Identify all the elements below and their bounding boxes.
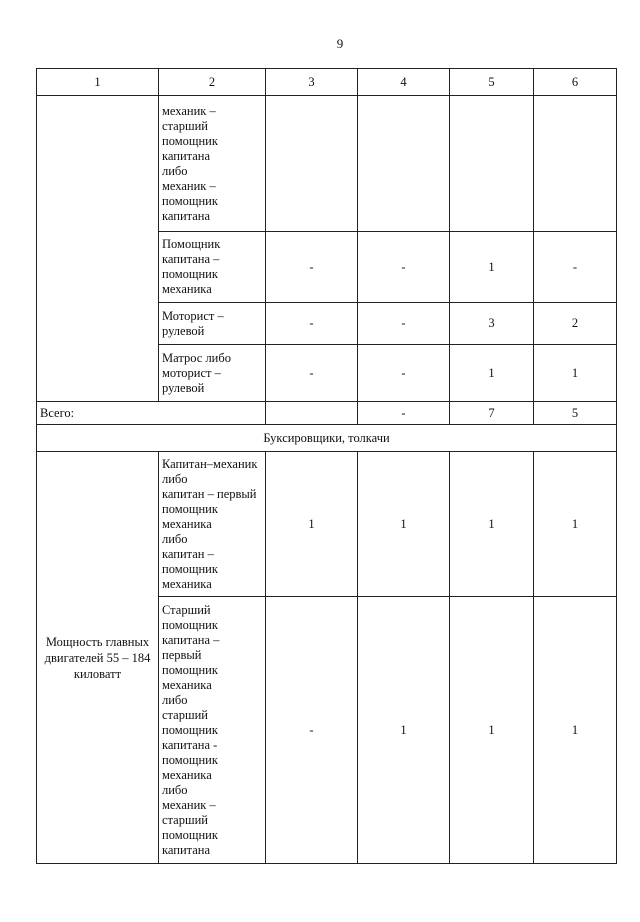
- page-number: 9: [336, 36, 344, 51]
- value-cell-col6: 1: [534, 452, 617, 597]
- section-header-row: [37, 425, 617, 452]
- value-cell-col4: [358, 96, 450, 232]
- total-label: Всего:: [37, 402, 266, 425]
- column-header-row: [37, 69, 617, 96]
- column-header-3: 3: [266, 69, 358, 96]
- total-col4: -: [358, 402, 450, 425]
- position-cell: Старший помощник капитана – первый помощник механика либо старший помощник капитана - помощник механика либо механик – старший помощник капитана: [159, 597, 266, 864]
- value-cell-col5: [450, 96, 534, 232]
- value-cell-col4: -: [358, 303, 450, 345]
- value-cell-col5: 3: [450, 303, 534, 345]
- value-cell-col6: 2: [534, 303, 617, 345]
- position-cell: Моторист – рулевой: [159, 303, 266, 345]
- total-col3: [266, 402, 358, 425]
- value-cell-col6: [534, 96, 617, 232]
- value-cell-col6: -: [534, 232, 617, 303]
- value-cell-col3: -: [266, 303, 358, 345]
- value-cell-col4: -: [358, 345, 450, 402]
- position-cell: Капитан–механик либо капитан – первый помощник механика либо капитан – помощник механика: [159, 452, 266, 597]
- total-col5: 7: [450, 402, 534, 425]
- table-row: [37, 452, 617, 597]
- value-cell-col3: -: [266, 345, 358, 402]
- value-cell-col4: -: [358, 232, 450, 303]
- column-header-1: 1: [37, 69, 159, 96]
- value-cell-col3: [266, 96, 358, 232]
- total-col6: 5: [534, 402, 617, 425]
- value-cell-col5: 1: [450, 597, 534, 864]
- value-cell-col5: 1: [450, 232, 534, 303]
- crew-composition-table: [36, 68, 617, 864]
- column-header-6: 6: [534, 69, 617, 96]
- table-row: [37, 96, 617, 232]
- column-header-4: 4: [358, 69, 450, 96]
- section-title: Буксировщики, толкачи: [37, 425, 617, 452]
- value-cell-col4: 1: [358, 452, 450, 597]
- position-cell: механик – старший помощник капитана либо механик – помощник капитана: [159, 96, 266, 232]
- column-header-2: 2: [159, 69, 266, 96]
- value-cell-col6: 1: [534, 345, 617, 402]
- group-label-cell: Мощность главных двигателей 55 – 184 киловатт: [37, 452, 159, 864]
- value-cell-col3: -: [266, 597, 358, 864]
- value-cell-col3: 1: [266, 452, 358, 597]
- total-row: [37, 402, 617, 425]
- column-header-5: 5: [450, 69, 534, 96]
- value-cell-col5: 1: [450, 345, 534, 402]
- position-cell: Матрос либо моторист – рулевой: [159, 345, 266, 402]
- value-cell-col5: 1: [450, 452, 534, 597]
- value-cell-col6: 1: [534, 597, 617, 864]
- value-cell-col3: -: [266, 232, 358, 303]
- value-cell-col4: 1: [358, 597, 450, 864]
- position-cell: Помощник капитана – помощник механика: [159, 232, 266, 303]
- group-cell-empty: [37, 96, 159, 402]
